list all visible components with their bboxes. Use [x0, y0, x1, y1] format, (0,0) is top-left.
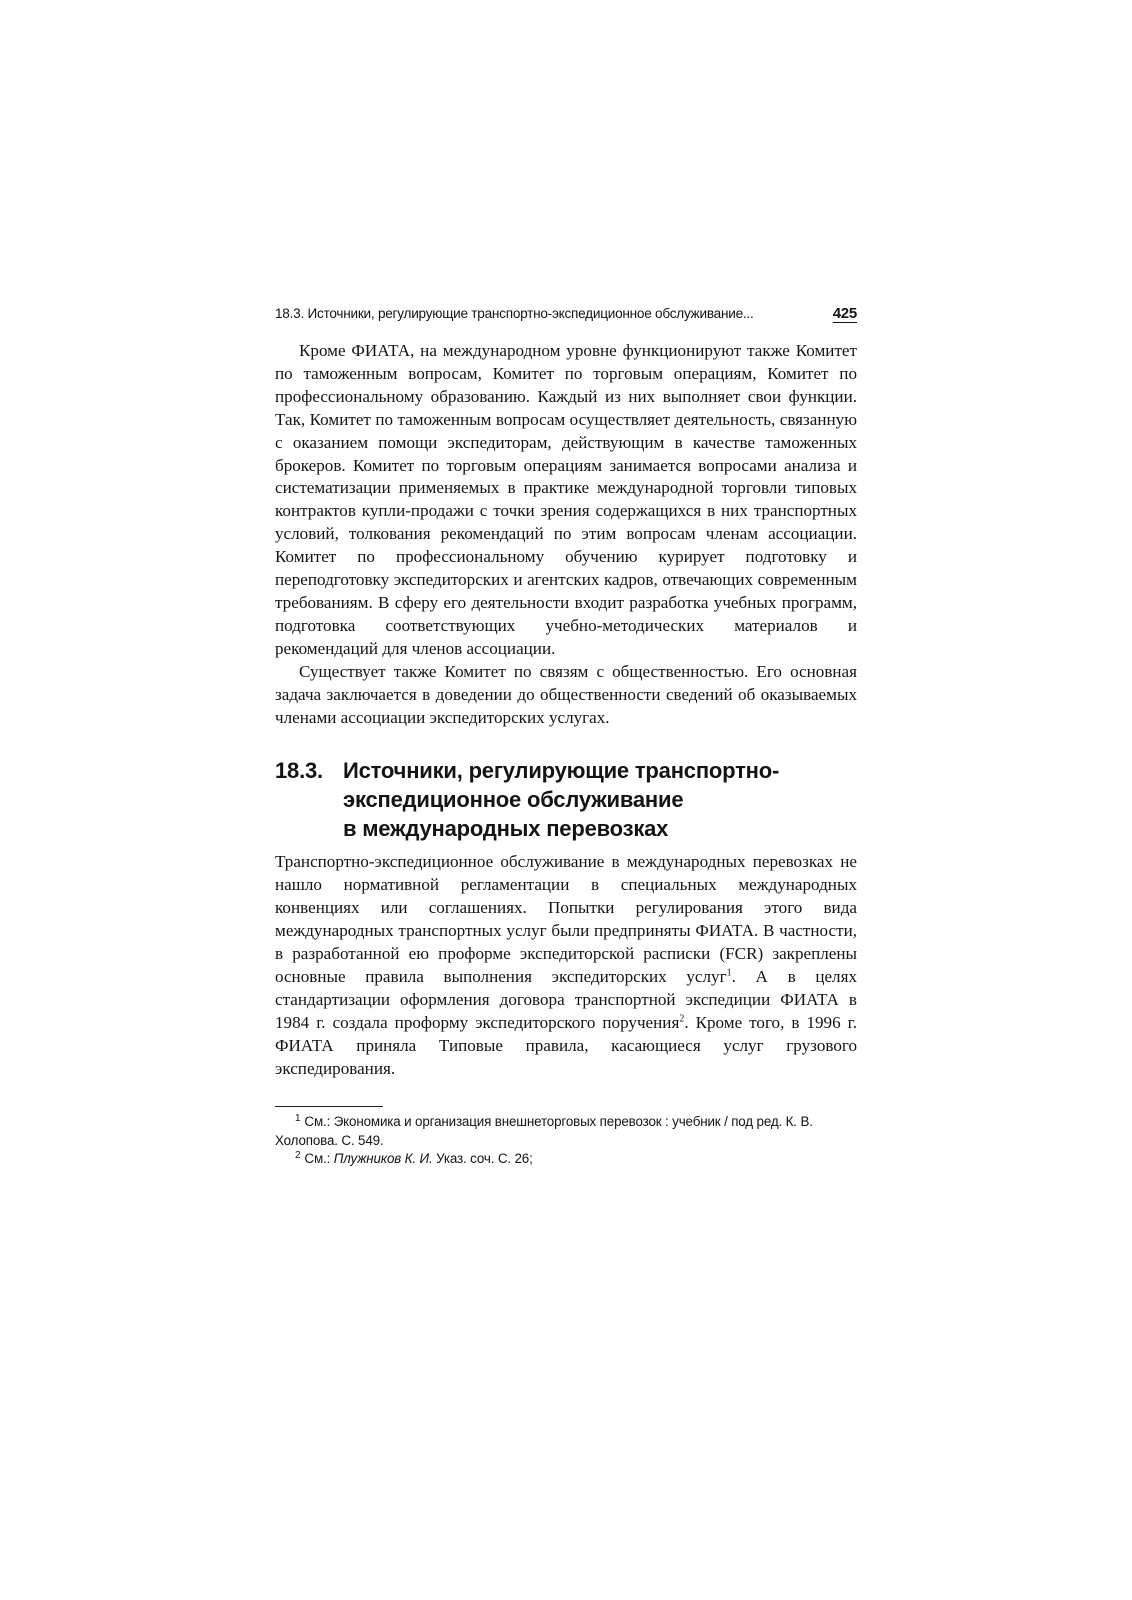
section-body-paragraph [275, 851, 857, 1080]
section-number: 18.3. [275, 758, 323, 784]
section-title [343, 756, 857, 843]
footnote-prefix-2: См.: [304, 1151, 334, 1167]
footnote-ref-2[interactable]: 2 [679, 1013, 685, 1025]
footnote-marker-2: 2 [295, 1150, 301, 1161]
section-body-part-3: . Кроме того, в 1996 г. ФИАТА приняла Типовые правила, касающиеся услуг грузового экспедирования. [275, 1012, 857, 1078]
book-page [275, 300, 857, 1169]
footnote-text-1: См.: Экономика и организация внешнеторговых перевозок : учебник / под ред. К. В. Холопова. С. 549. [275, 1114, 813, 1148]
body-paragraph-1: Кроме ФИАТА, на международном уровне функционируют также Комитет по таможенным вопросам, Комитет по торговым операциям, Комитет по профессиональному образованию. Каждый из них выполняет свои функции. Так, Комитет по таможенным вопросам осуществляет деятельность, связанную с оказанием помощи экспедиторам, действующим в качестве таможенных брокеров. Комитет по торговым операциям занимается вопросами анализа и систематизации применяемых в практике международной торговли типовых контрактов купли-продажи с точки зрения содержащихся в них транспортных условий, толкования рекомендаций по этим вопросам членам ассоциации. Комитет по профессиональному обучению курирует подготовку и переподготовку экспедиторских и агентских кадров, отвечающих современным требованиям. В сферу его деятельности входит разработка учебных программ, подготовка соответствующих учебно-методических материалов и рекомендаций для членов ассоциации. [275, 341, 857, 658]
running-head [275, 300, 857, 328]
footnote-ref-1[interactable]: 1 [726, 967, 732, 979]
footnote-marker-1: 1 [295, 1113, 301, 1124]
section-title-line-2: экспедиционное обслуживание [343, 787, 684, 813]
footnote-suffix-2: Указ. соч. С. 26; [432, 1151, 533, 1167]
section-heading [275, 756, 857, 843]
section-title-line-1: Источники, регулирующие транспортно- [343, 758, 780, 784]
body-paragraph-2: Существует также Комитет по связям с общественностью. Его основная задача заключается в доведении до общественности сведений об оказываемых членами ассоциации экспедиторских услугах. [275, 661, 857, 727]
running-head-title: 18.3. Источники, регулирующие транспортно-экспедиционное обслуживание... [275, 306, 754, 321]
section-body-part-2: . А в целях стандартизации оформления договора транспортной экспедиции ФИАТА в 1984 г. создала проформу экспедиторского поручения [275, 966, 857, 1032]
footnote-2 [275, 1150, 857, 1169]
page-number: 425 [832, 305, 857, 322]
footnote-1 [275, 1113, 857, 1150]
section-body-part-1: Транспортно-экспедиционное обслуживание в международных перевозках не нашло нормативной регламентации в специальных международных конвенциях или соглашениях. Попытки регулирования этого вида международных транспортных услуг были предприняты ФИАТА. В частности, в разработанной ею проформе экспедиторской расписки (FCR) закреплены основные правила выполнения экспедиторских услуг [275, 852, 857, 986]
footnote-divider [275, 1106, 383, 1107]
section-title-line-3: в международных перевозках [343, 816, 669, 842]
footnote-author-2: Плужников К. И. [333, 1151, 433, 1167]
